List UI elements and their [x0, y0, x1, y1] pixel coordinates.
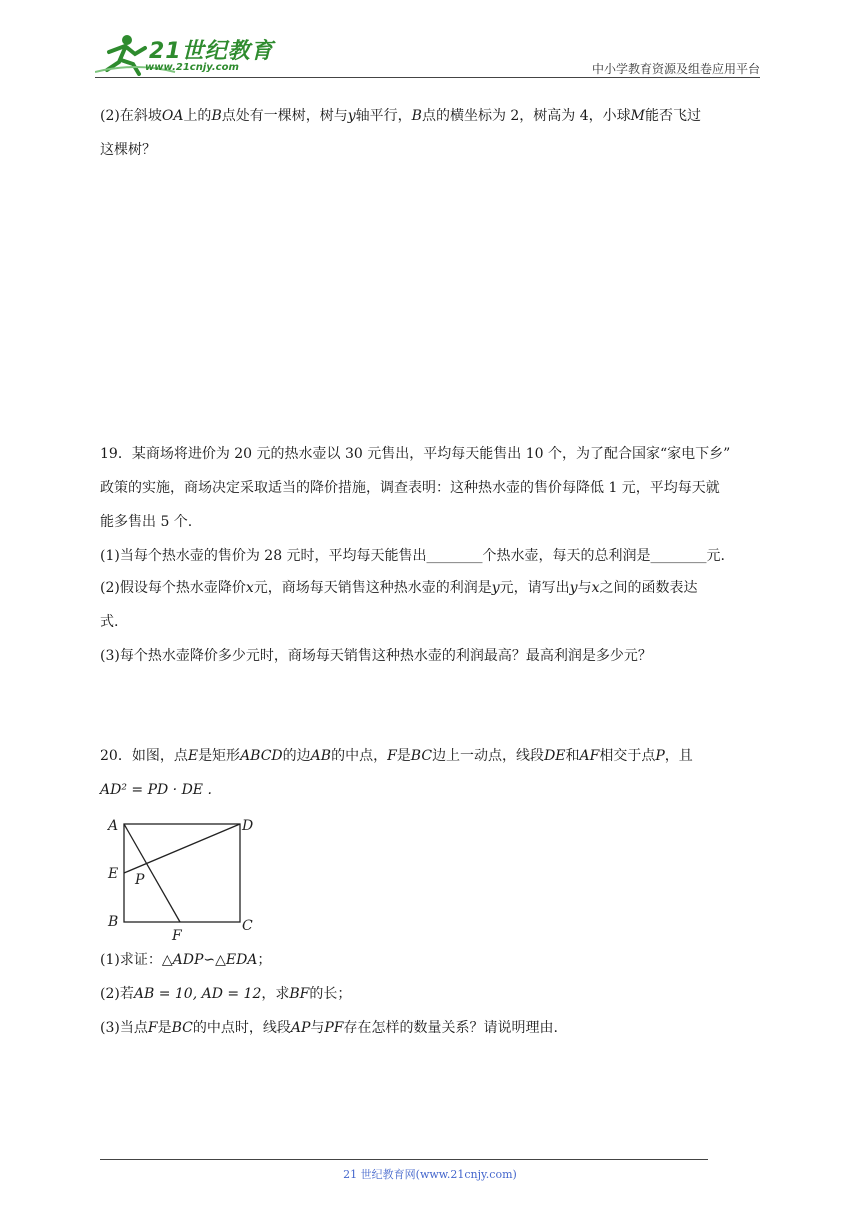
label-d: D [242, 818, 254, 834]
q19-part1: (1)当每个热水壶的售价为 28 元时，平均每天能售出________个热水壶，每天的总利润是________元. [100, 548, 725, 564]
q19-line3: 能多售出 5 个. [100, 514, 193, 530]
q20-line1: 20．如图，点E是矩形ABCD的边AB的中点，F是BC边上一动点，线段DE和AF相交于点P，且 [100, 748, 693, 764]
q20-part2: (2)若AB = 10, AD = 12，求BF的长； [100, 986, 352, 1002]
q19-part3: (3)每个热水壶降价多少元时，商场每天销售这种热水壶的利润最高？最高利润是多少元？ [100, 648, 652, 664]
q19-line1: 19．某商场将进价为 20 元的热水壶以 30 元售出，平均每天能售出 10 个，为了配合国家“家电下乡” [100, 446, 731, 462]
segment-de [124, 824, 240, 873]
q20-part1: (1)求证：△ADP∽△EDA； [100, 952, 272, 968]
page-header [95, 30, 760, 80]
q20-part3: (3)当点F是BC的中点时，线段AP与PF存在怎样的数量关系？请说明理由. [100, 1020, 558, 1036]
segment-af [124, 824, 180, 922]
footer-text: 21 世纪教育网(www.21cnjy.com) [343, 1168, 517, 1181]
label-p: P [135, 872, 145, 888]
q20-equation: AD² = PD · DE . [100, 782, 212, 798]
footer-divider [100, 1159, 708, 1160]
label-f: F [172, 928, 182, 944]
logo-text: 21世纪教育 [149, 39, 274, 64]
q18-part2-line2: 这棵树？ [100, 142, 156, 158]
q19-part2-line2: 式. [100, 614, 119, 630]
rectangle-figure [104, 814, 264, 944]
q19-part2-line1: (2)假设每个热水壶降价x元，商场每天销售这种热水壶的利润是y元，请写出y与x之间的函数表达 [100, 580, 698, 596]
label-c: C [242, 918, 253, 934]
label-e: E [108, 866, 119, 882]
label-b: B [108, 914, 119, 930]
header-divider [95, 77, 760, 78]
label-a: A [108, 818, 119, 834]
q19-line2: 政策的实施，商场决定采取适当的降价措施，调查表明：这种热水壶的售价每降低 1 元，平均每天就 [100, 480, 720, 496]
header-platform-name: 中小学教育资源及组卷应用平台 [591, 62, 760, 76]
q18-part2-line1: (2)在斜坡OA上的B点处有一棵树，树与y轴平行，B点的横坐标为 2，树高为 4，小球M能否飞过 [100, 108, 702, 124]
logo-url: www.21cnjy.com [145, 62, 239, 73]
